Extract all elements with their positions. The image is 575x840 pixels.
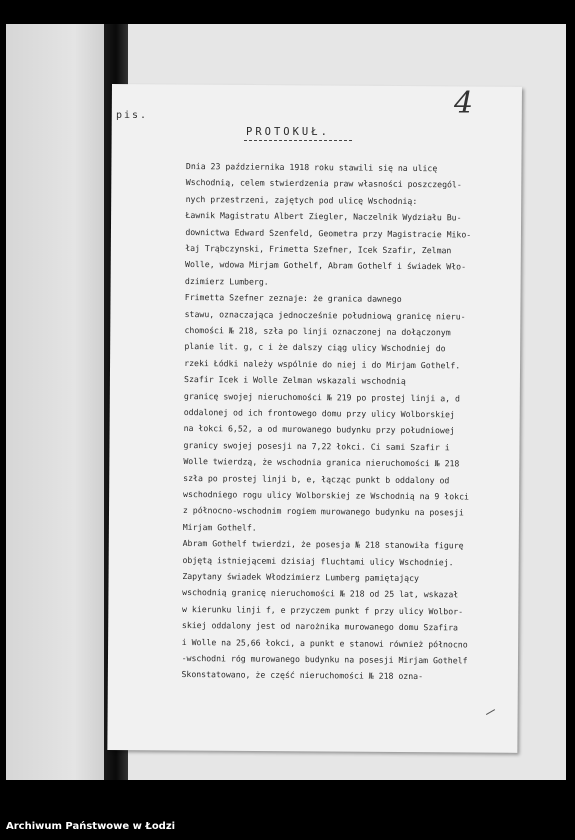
text-line: nych przestrzeni, zajętych pod ulicę Wschodnią: — [185, 193, 418, 206]
text-line: łaj Trąbczynski, Frimetta Szefner, Icek Szafir, Zelman — [185, 242, 452, 256]
text-line: rzeki Łódki należy wspólnie do niej i do Mirjam Gothelf. — [184, 357, 461, 371]
archive-label: Archiwum Państwowe w Łodzi — [6, 821, 176, 832]
text-line: z północno-wschodnim rogiem murowanego budynku na posesji — [182, 505, 464, 518]
document-title: PROTOKUŁ. — [246, 126, 330, 138]
text-line: Frimetta Szefner zeznaje: że granica dawnego — [184, 292, 402, 305]
text-line: szła po prostej linji b, e, łącząc punkt b oddalony od — [183, 472, 450, 485]
text-line: wschodniego rogu ulicy Wolborskiej ze Wschodnią na 9 łokci — [183, 488, 470, 502]
text-line: oddalonej od ich frontowego domu przy ulicy Wolborskiej — [183, 406, 455, 420]
text-line: Wschodnią, celem stwierdzenia praw własności poszczegól- — [185, 177, 462, 190]
text-line: skiej oddalony jest od narożnika murowanego domu Szafira — [181, 620, 459, 633]
text-line: planie lit. g, c i że dalszy ciąg ulicy Wschodniej do — [184, 341, 446, 354]
text-line: Zapytany świadek Włodzimierz Lumberg pamiętający — [182, 570, 419, 584]
text-line: objętą istniejącemi dzisiaj fluchtami ulicy Wschodniej. — [182, 554, 454, 567]
text-line: wschodnią granicę nieruchomości № 218 od 25 lat, wskazał — [182, 587, 459, 600]
text-line: chomości № 218, szła po linji oznaczonej na dołączonym — [184, 324, 451, 338]
folio-number: 4 — [454, 86, 474, 121]
text-line: granicy swojej posesji na 7,22 łokci. Ci sami Szafir i — [183, 439, 450, 453]
text-line: Ławnik Magistratu Albert Ziegler, Naczelnik Wydziału Bu- — [185, 210, 462, 223]
left-page-edge — [6, 24, 104, 780]
text-line: Wolle twierdzą, że wschodnia granica nieruchomości № 218 — [183, 456, 460, 469]
text-line: Skonstatowano, że część nieruchomości № 218 ozna- — [181, 669, 424, 682]
text-line: -wschodni róg murowanego budynku na posesji Mirjam Gothelf — [181, 652, 468, 666]
text-line: Dnia 23 października 1918 roku stawili się na ulicę — [185, 160, 438, 174]
text-line: dzimierz Lumberg. — [184, 275, 269, 287]
text-line: i Wolle na 25,66 łokci, a punkt e stanowi również północno — [181, 636, 468, 650]
text-line: Szafir Icek i Wolle Zelman wskazali wschodnią — [184, 374, 406, 387]
text-line: downictwa Edward Szenfeld, Geometra przy Magistracie Miko- — [185, 226, 472, 240]
text-line: Abram Gothelf twierdzi, że posesja № 218 stanowiła figurę — [182, 538, 464, 551]
text-line: Wolle, wdowa Mirjam Gothelf, Abram Gothelf i świadek Wło- — [185, 259, 467, 272]
text-line: na łokci 6,52, a od murowanego budynku przy południowej — [183, 423, 455, 436]
title-underline — [244, 140, 352, 141]
text-line: w kierunku linji f, e przyczem punkt f przy ulicy Wolbor- — [182, 603, 464, 617]
margin-label: pis. — [116, 110, 149, 121]
text-line: stawu, oznaczająca jednocześnie południową granicę nieru- — [184, 308, 466, 322]
text-line: granicę swojej nieruchomości № 219 po prostej linji a, d — [183, 390, 461, 403]
text-line: Mirjam Gothelf. — [182, 521, 257, 533]
